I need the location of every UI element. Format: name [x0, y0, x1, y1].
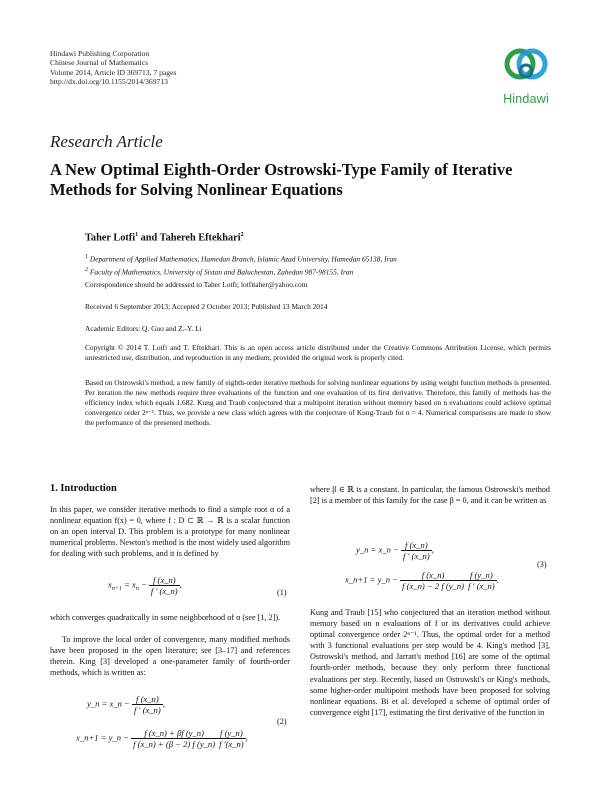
- hindawi-logo-text: Hindawi: [503, 92, 549, 106]
- eq2-line1-numerator: f (x_n): [132, 694, 163, 705]
- eq1-fraction: [149, 575, 180, 596]
- affiliation-2: [85, 265, 555, 278]
- author-separator: and: [138, 232, 160, 244]
- equation-3-line-1: y_n = x_n − $\frac{f (x\_n)}{f ' (x\_n)}$ ,: [356, 540, 434, 561]
- affiliations: [85, 252, 555, 278]
- journal-header: [50, 49, 350, 87]
- eq3-line1-denominator: f ′ (x_n): [403, 551, 430, 561]
- eq3-line2-numerator-2: f (y_n): [466, 570, 497, 581]
- author-2-affiliation: 2: [240, 232, 244, 238]
- author-2: Tahereh Eftekhari: [159, 232, 241, 244]
- abstract: Based on Ostrowski's method, a new family of eighth-order iterative methods for solving nonlinear equations by using weight function methods is presented. Per iteration the new methods require three evaluations of the function and one evaluation of its first derivative. Therefore, this family of methods has the efficiency index which equals 1.682. Kung and Traub conjectured that a multipoint iteration without memory based on n evaluations could achieve optimal convergence order 2ⁿ⁻¹. Thus, we provide a new class which agrees with the conjecture of Kung-Traub for n = 4. Numerical comparisons are made to show the performance of the presented methods.: [85, 378, 551, 427]
- title-line-2: Methods for Solving Nonlinear Equations: [50, 180, 343, 199]
- author-list: [85, 232, 244, 243]
- eq3-line1-lhs: y_n = x_n −: [356, 544, 402, 555]
- right-paragraph-2: Kung and Traub [15] who conjectured that an iteration method without memory based on n evaluations of f or its derivatives could achieve optimal convergence order 2ⁿ⁻¹. Thus, the optimal order for a method with 3 functional evaluations per step would be 4. King's method [3], Ostrowski's method, and Jarratt's method [16] are some of the optimal fourth-order methods, because they only perform three functional evaluations per step. Recently, based on Ostrowski's or King's methods, some higher-order multipoint methods have been proposed for solving nonlinear equations. Bi et al. developed a scheme of optimal order of convergence eight [17], estimating the first derivative of the function in: [310, 608, 550, 717]
- volume-info: Volume 2014, Article ID 369713, 7 pages: [50, 67, 177, 77]
- eq3-line2-numerator-1: f (x_n): [400, 570, 466, 581]
- correspondence: Correspondence should be addressed to Taher Lotfi; lotfitaher@yahoo.com: [85, 280, 308, 289]
- affiliation-2-text: Faculty of Mathematics, University of Sistan and Baluchestan, Zahedan 987-98155, Iran: [89, 267, 354, 277]
- eq1-mid: = x: [121, 579, 136, 590]
- title-line-1: A New Optimal Eighth-Order Ostrowski-Type Family of Iterative: [50, 160, 513, 179]
- eq1-lhs-subscript: n+1: [111, 586, 122, 593]
- eq1-minus: −: [138, 579, 149, 590]
- eq3-line2-fraction-2: [466, 570, 497, 591]
- eq3-line2-lhs: x_n+1 = y_n −: [345, 574, 401, 585]
- affiliation-2-number: 2: [85, 266, 88, 273]
- affiliation-1-text: Department of Applied Mathematics, Hamedan Branch, Islamic Azad University, Hamedan 65138, Iran: [89, 254, 397, 264]
- eq3-line2-denominator-2: f ′ (x_n): [468, 581, 495, 591]
- publisher-name: Hindawi Publishing Corporation: [50, 49, 150, 58]
- eq2-line2-fraction-1: [131, 728, 217, 749]
- article-title: [50, 160, 570, 200]
- equation-3-line-2: x_n+1 = y_n − $\frac{f (x\_n)}{f (x\_n) - 2 f (y\_n)}$ $\frac{f (y\_n)}{f ' (x\_n)}$ .: [345, 570, 499, 591]
- publication-dates: Received 6 September 2013; Accepted 2 October 2013; Published 13 March 2014: [85, 302, 328, 311]
- equation-2-line-1: y_n = x_n − $\frac{f (x\_n)}{f ' (x\_n)}$ ,: [87, 694, 165, 715]
- journal-name: Chinese Journal of Mathematics: [50, 58, 149, 68]
- article-type: Research Article: [50, 132, 163, 151]
- section-heading-introduction: 1. Introduction: [50, 483, 117, 494]
- eq1-numerator: f (x_n): [149, 575, 180, 586]
- eq3-line2-fraction-1: [400, 570, 466, 591]
- eq2-line2-lhs: x_n+1 = y_n −: [76, 732, 132, 743]
- eq3-line1-fraction: [401, 540, 432, 561]
- intro-paragraph-1: In this paper, we consider iterative methods to find a simple root α of a nonlinear equation f(x) = 0, where f : D ⊂ ℝ → ℝ is a scalar function on an open interval D. This problem is a prototype for many nonlinear numerical problems. Newton's method is the most widely used algorithm for dealing with such problems, and it is defined by: [50, 505, 290, 559]
- author-1-affiliation: 1: [135, 232, 139, 238]
- eq2-line1-denominator: f ′ (x_n): [134, 705, 161, 715]
- academic-editors: Academic Editors: Q. Guo and Z.-Y. Li: [85, 324, 202, 333]
- intro-paragraph-2: which converges quadratically in some neighborhood of α (see [1, 2]).: [50, 613, 281, 622]
- eq2-line2-numerator-1: f (x_n) + βf (y_n): [131, 728, 217, 739]
- equation-3-number: (3): [537, 560, 547, 569]
- intro-paragraph-3: To improve the local order of convergence, many modified methods have been proposed in the open literature; see [3–17] and references therein. King [3] developed a one-parameter family of fourth-order methods, which is written as:: [50, 635, 290, 678]
- copyright-notice: Copyright © 2014 T. Lotfi and T. Eftekhari. This is an open access article distributed under the Creative Commons Attribution License, which permits unrestricted use, distribution, and reproduction in any medium, provided the original work is properly cited.: [85, 343, 551, 362]
- eq2-line2-denominator-2: f ′(x_n): [219, 739, 244, 749]
- equation-2-number: (2): [277, 717, 287, 726]
- affiliation-1: [85, 252, 555, 265]
- right-paragraph-1: where β ∈ ℝ is a constant. In particular, the famous Ostrowski's method [2] is a member of this family for the case β = 0, and it can be written as: [310, 485, 550, 506]
- eq1-denominator: f ′ (x_n): [150, 586, 178, 596]
- eq2-line1-fraction: [132, 694, 163, 715]
- doi-link[interactable]: http://dx.doi.org/10.1155/2014/369713: [50, 77, 168, 87]
- equation-2-line-2: x_n+1 = y_n − $\frac{f (x\_n) + \beta f (y\_n)}{f (x\_n) + (\beta - 2) f (y\_n)}$ $\frac{f (y\_n)}{f '(x\_n)}$ ,: [76, 728, 248, 749]
- eq3-line2-denominator-1: f (x_n) − 2 f (y_n): [402, 581, 464, 591]
- eq1-mid-subscript: n: [135, 586, 139, 593]
- equation-1: $x_{n+1} = x_n$ − $\frac{f (x\_n)}{f ' (x\_n)}$ ,: [108, 575, 182, 596]
- eq2-line1-lhs: y_n = x_n −: [87, 698, 133, 709]
- eq2-line2-numerator-2: f (y_n): [217, 728, 246, 739]
- eq1-lhs: x: [108, 579, 112, 590]
- eq2-line2-fraction-2: [217, 728, 246, 749]
- eq3-line1-numerator: f (x_n): [401, 540, 432, 551]
- affiliation-1-number: 1: [85, 254, 88, 260]
- author-1: Taher Lotfi: [85, 232, 136, 244]
- eq2-line2-denominator-1: f (x_n) + (β − 2) f (y_n): [133, 739, 216, 749]
- equation-1-number: (1): [277, 588, 287, 597]
